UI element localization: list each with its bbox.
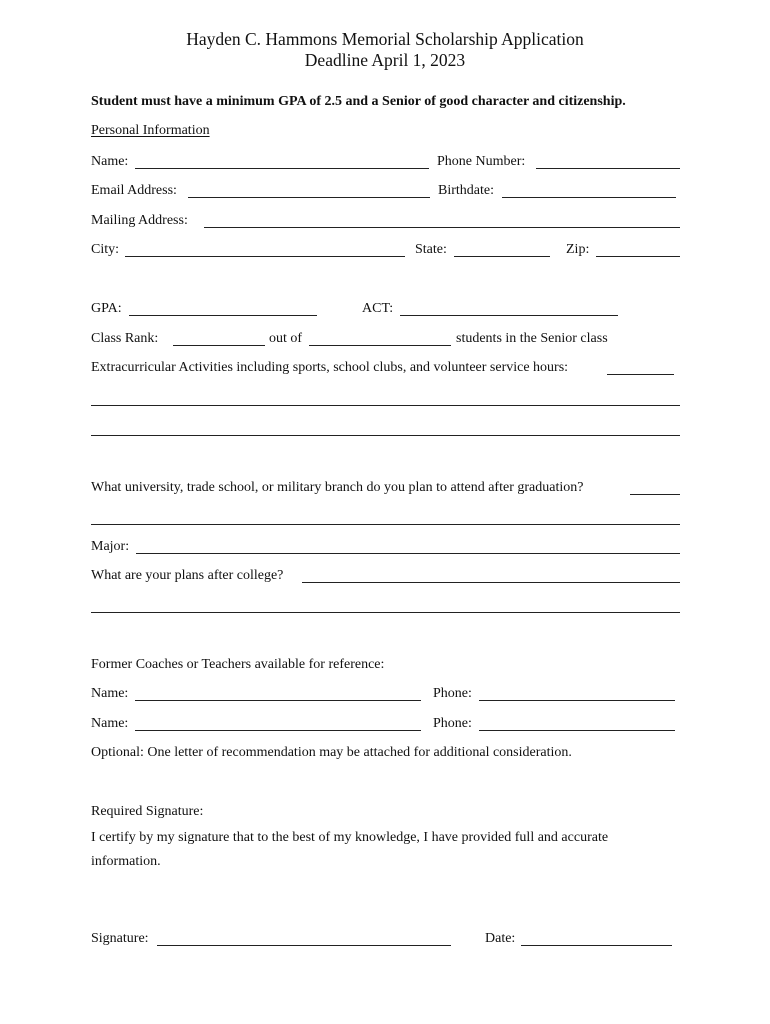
class-size-field[interactable]	[309, 345, 451, 346]
extracurricular-row	[0, 359, 770, 379]
optional-note-row	[0, 744, 770, 764]
date-field[interactable]	[521, 945, 672, 946]
reference-row	[0, 685, 770, 705]
email-label: Email Address:	[91, 183, 177, 198]
major-label: Major:	[91, 539, 130, 554]
optional-letter-note: Optional: One letter of recommendation may be attached for additional consideration.	[91, 745, 572, 760]
phone-number-field[interactable]	[536, 168, 680, 169]
out-of-label: out of	[269, 331, 303, 346]
act-field[interactable]	[400, 315, 618, 316]
certification-statement: I certify by my signature that to the best of my knowledge, I have provided full and accurate information.	[91, 830, 609, 869]
form-deadline: Deadline April 1, 2023	[304, 50, 466, 70]
references-heading: Former Coaches or Teachers available for reference:	[91, 657, 385, 672]
birthdate-label: Birthdate:	[438, 183, 494, 198]
mailing-address-field[interactable]	[204, 227, 680, 228]
after-college-label: What are your plans after college?	[91, 568, 284, 583]
required-signature-heading: Required Signature:	[91, 804, 204, 819]
references-heading-row	[0, 656, 770, 676]
reference-phone-label: Phone:	[433, 716, 472, 731]
birthdate-field[interactable]	[502, 197, 676, 198]
after-college-field[interactable]	[302, 582, 680, 583]
reference-phone-field[interactable]	[479, 700, 675, 701]
reference-name-field[interactable]	[135, 730, 421, 731]
university-question: What university, trade school, or military branch do you plan to attend after graduation?	[91, 480, 584, 495]
class-rank-row	[0, 330, 770, 350]
mailing-address-label: Mailing Address:	[91, 213, 188, 228]
major-field[interactable]	[136, 553, 680, 554]
form-title: Hayden C. Hammons Memorial Scholarship Application	[186, 29, 584, 49]
university-row	[0, 479, 770, 499]
state-label: State:	[415, 242, 447, 257]
university-field[interactable]	[630, 494, 680, 495]
reference-name-label: Name:	[91, 686, 129, 701]
date-label: Date:	[485, 931, 516, 946]
signature-label: Signature:	[91, 931, 149, 946]
extracurricular-line-2[interactable]	[91, 435, 680, 436]
university-line[interactable]	[91, 524, 680, 525]
reference-name-field[interactable]	[135, 700, 421, 701]
name-field[interactable]	[135, 168, 429, 169]
act-label: ACT:	[362, 301, 394, 316]
email-field[interactable]	[188, 197, 430, 198]
major-row	[0, 538, 770, 558]
class-rank-field[interactable]	[173, 345, 265, 346]
city-label: City:	[91, 242, 120, 257]
phone-number-label: Phone Number:	[437, 154, 526, 169]
name-label: Name:	[91, 154, 129, 169]
reference-name-label: Name:	[91, 716, 129, 731]
volunteer-hours-field[interactable]	[607, 374, 674, 375]
eligibility-note: Student must have a minimum GPA of 2.5 and a Senior of good character and citizenship.	[91, 94, 626, 109]
signature-row	[0, 930, 770, 950]
signature-field[interactable]	[157, 945, 451, 946]
extracurricular-line-1[interactable]	[91, 405, 680, 406]
reference-phone-field[interactable]	[479, 730, 675, 731]
city-field[interactable]	[125, 256, 405, 257]
senior-class-label: students in the Senior class	[456, 331, 608, 346]
email-birthdate-row	[0, 182, 770, 202]
city-state-zip-row	[0, 241, 770, 261]
gpa-label: GPA:	[91, 301, 122, 316]
signature-heading-row	[0, 803, 770, 823]
extracurricular-label: Extracurricular Activities including sports, school clubs, and volunteer service hours:	[91, 360, 569, 375]
personal-info-heading: Personal Information	[91, 123, 210, 138]
mailing-address-row	[0, 212, 770, 232]
gpa-field[interactable]	[129, 315, 317, 316]
zip-field[interactable]	[596, 256, 680, 257]
reference-row	[0, 715, 770, 735]
reference-phone-label: Phone:	[433, 686, 472, 701]
zip-label: Zip:	[566, 242, 590, 257]
after-college-row	[0, 567, 770, 587]
after-college-line[interactable]	[91, 612, 680, 613]
state-field[interactable]	[454, 256, 550, 257]
name-phone-row	[0, 153, 770, 173]
gpa-act-row	[0, 300, 770, 320]
class-rank-label: Class Rank:	[91, 331, 159, 346]
